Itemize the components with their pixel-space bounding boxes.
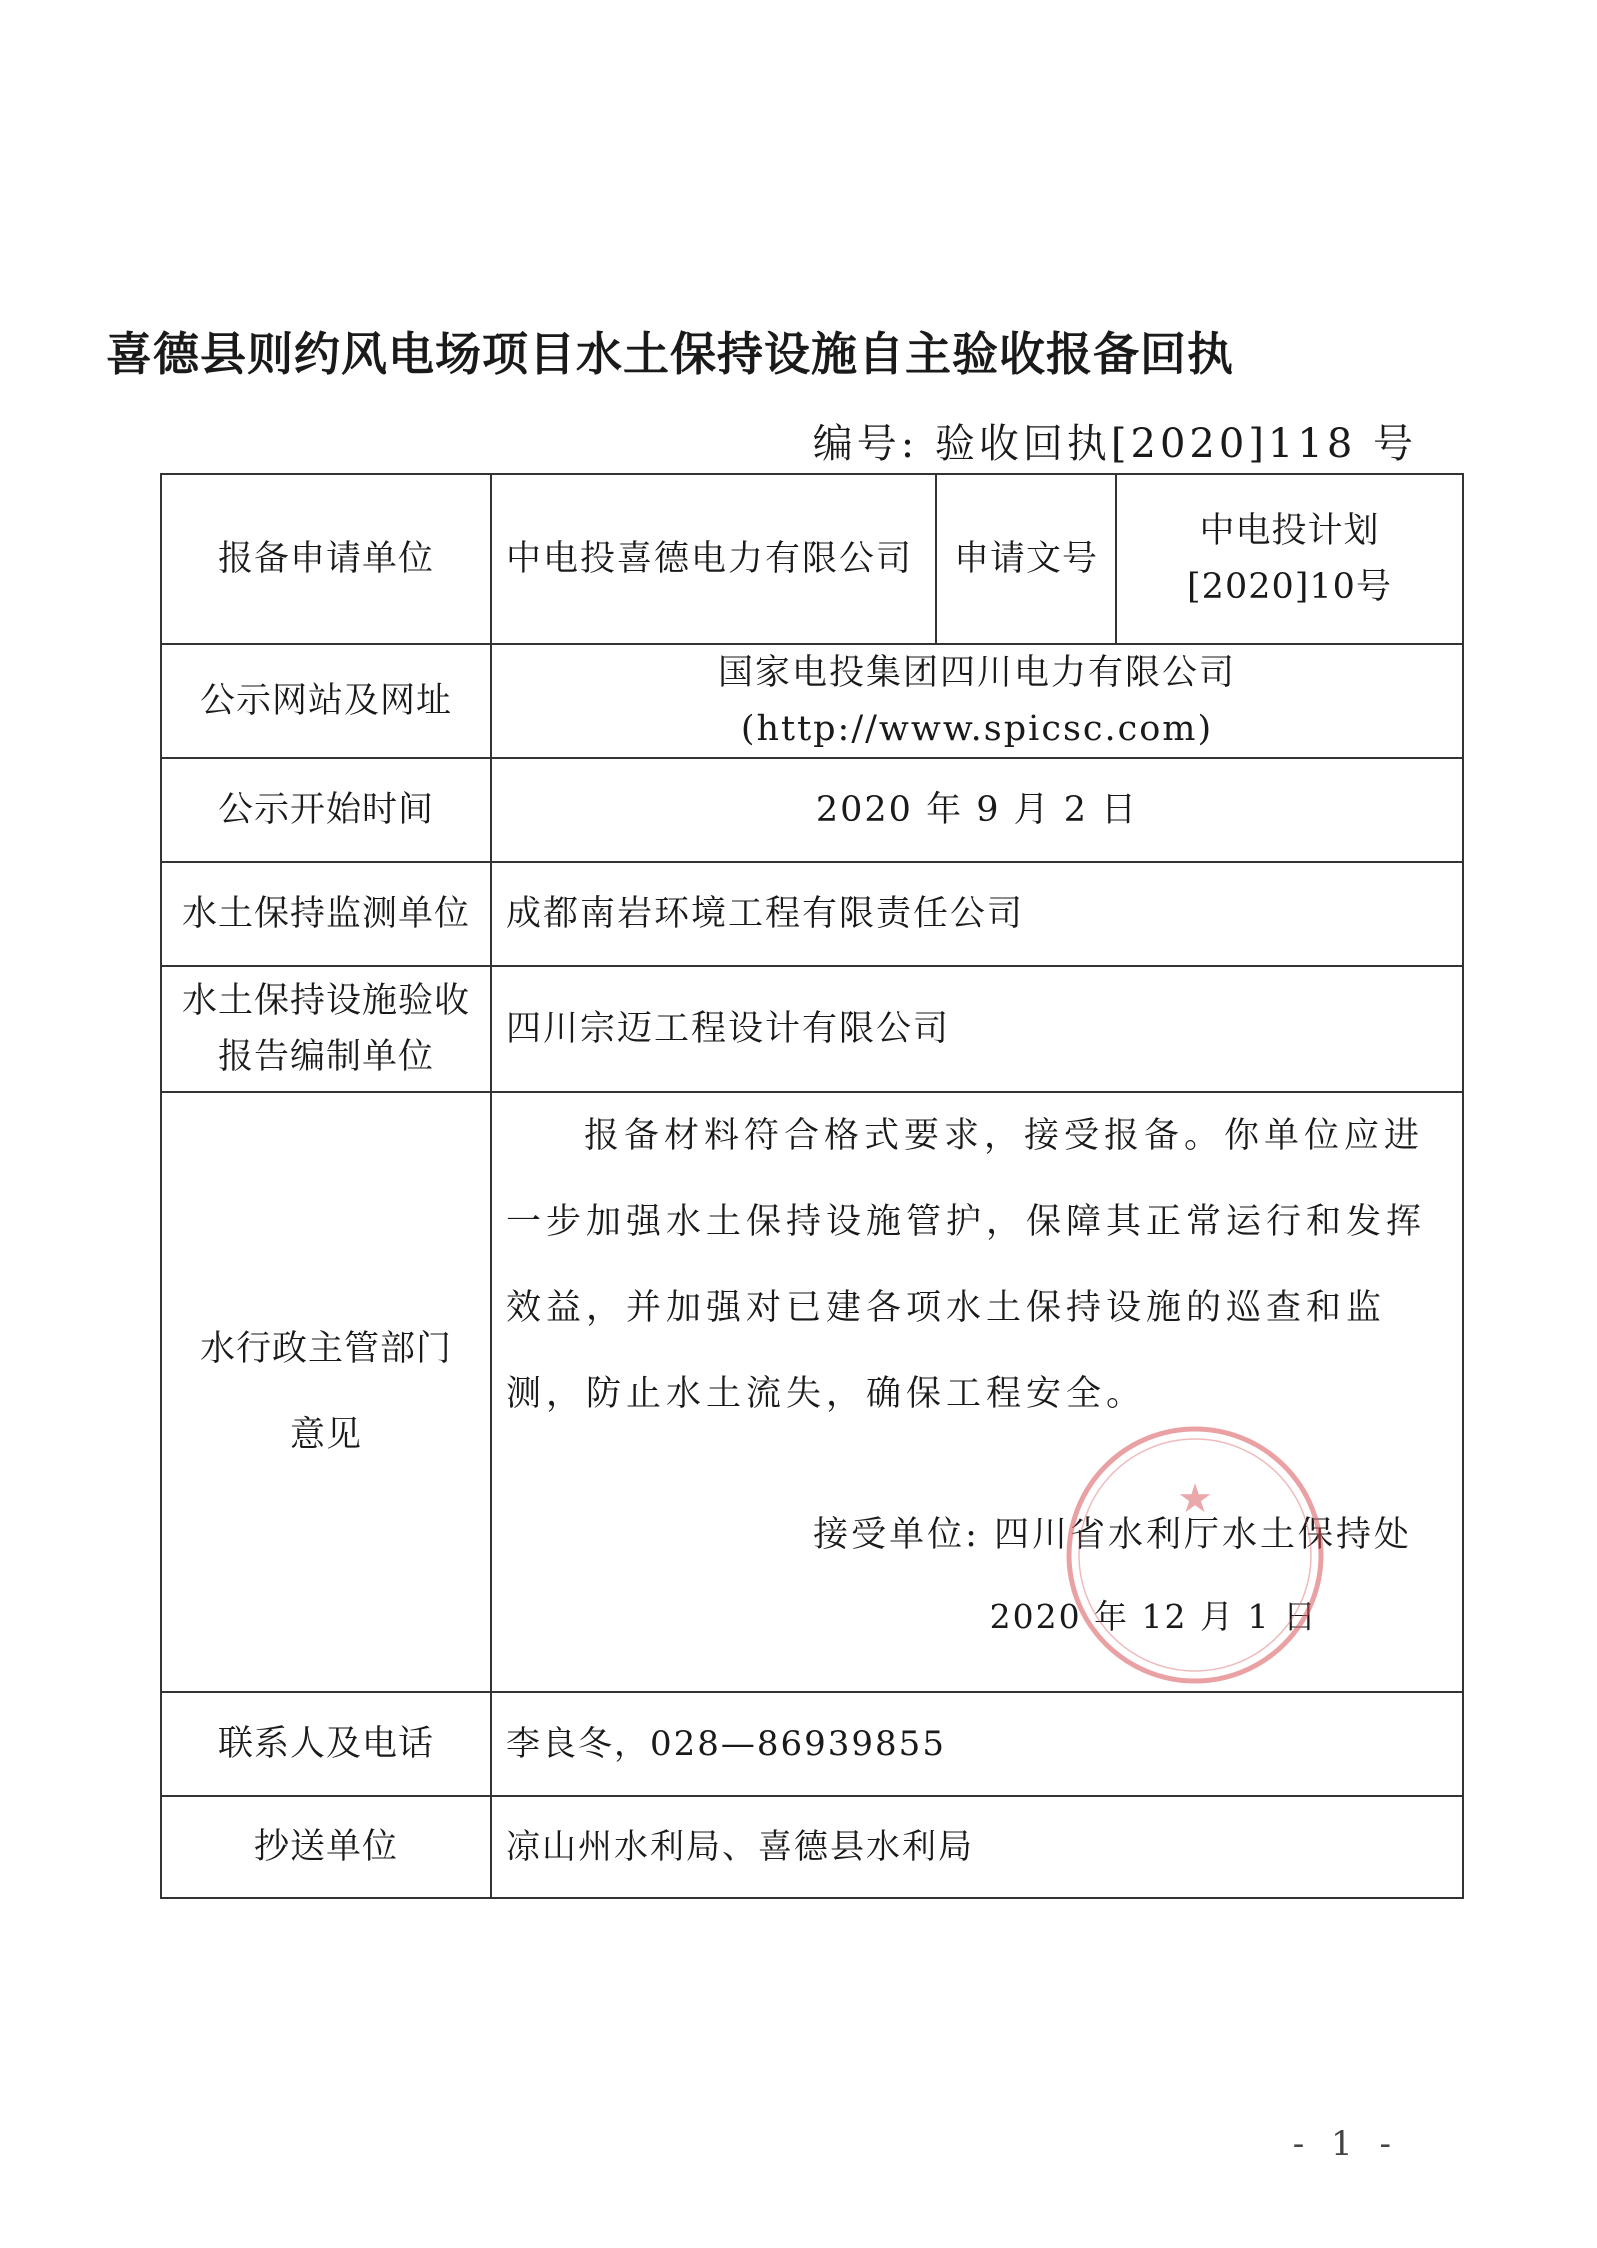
website-label: 公示网站及网址 — [161, 644, 491, 758]
table-row — [161, 1796, 1463, 1898]
report-unit-label: 水土保持设施验收报告编制单位 — [161, 966, 491, 1092]
cc-label: 抄送单位 — [161, 1796, 491, 1898]
table-row — [161, 1692, 1463, 1796]
table-row — [161, 644, 1463, 758]
page-number: - 1 - — [1292, 2124, 1399, 2164]
monitor-value: 成都南岩环境工程有限责任公司 — [491, 862, 1463, 966]
monitor-label: 水土保持监测单位 — [161, 862, 491, 966]
table-row — [161, 862, 1463, 966]
table-row — [161, 966, 1463, 1092]
table-row — [161, 758, 1463, 862]
start-time-label: 公示开始时间 — [161, 758, 491, 862]
official-seal — [1060, 1420, 1330, 1690]
website-value: 国家电投集团四川电力有限公司 (http://www.spicsc.com) — [491, 644, 1463, 758]
seal-ring — [1069, 1429, 1321, 1681]
opinion-text: 报备材料符合格式要求，接受报备。你单位应进一步加强水土保持设施管护，保障其正常运行和发挥效益，并加强对已建各项水土保持设施的巡查和监测，防止水土流失，确保工程安全。 — [506, 1116, 1427, 1414]
receiver-unit: 接受单位: 四川省水利厅水土保持处 — [813, 1515, 1412, 1555]
contact-value: 李良冬，028—86939855 — [491, 1692, 1463, 1796]
applicant-label: 报备申请单位 — [161, 474, 491, 644]
cc-value: 凉山州水利局、喜德县水利局 — [491, 1796, 1463, 1898]
contact-label: 联系人及电话 — [161, 1692, 491, 1796]
receive-date: 2020 年 12 月 1 日 — [989, 1597, 1318, 1636]
ref-label: 申请文号 — [936, 474, 1116, 644]
ref-value: 中电投计划[2020]10号 — [1116, 474, 1463, 644]
document-title: 喜德县则约风电场项目水土保持设施自主验收报备回执 — [106, 327, 1234, 381]
start-time-value: 2020 年 9 月 2 日 — [491, 758, 1463, 862]
seal-inner-ring — [1079, 1439, 1311, 1671]
table-row — [161, 474, 1463, 644]
document-number: 编号: 验收回执[2020]118 号 — [812, 421, 1417, 467]
applicant-value: 中电投喜德电力有限公司 — [491, 474, 936, 644]
opinion-label: 水行政主管部门意见 — [161, 1092, 491, 1692]
report-unit-value: 四川宗迈工程设计有限公司 — [491, 966, 1463, 1092]
seal-star: ★ — [1177, 1476, 1213, 1522]
